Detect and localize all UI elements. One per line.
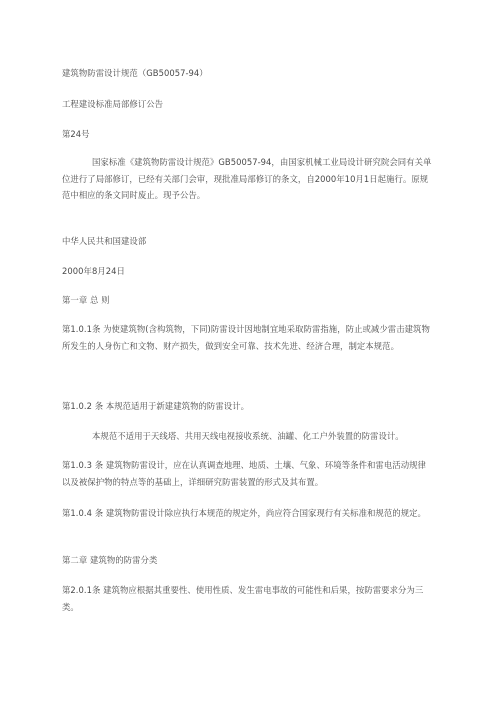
article-1-0-2: 第1.0.2 条 本规范适用于新建建筑物的防雷设计。 — [62, 401, 250, 411]
document-title: 建筑物防雷设计规范（GB50057-94） — [62, 68, 208, 78]
article-1-0-1: 第1.0.1条 为使建筑物(含构筑物，下同)防雷设计因地制宜地采取防雷指施，防止或减少雷击建筑物所发生的人身伤亡和文物、财产损失，做到安全可靠、技术先进、经济合理，制定本规范。 — [62, 324, 430, 351]
chapter-1-heading: 第一章 总 则 — [62, 295, 110, 305]
issuer-line: 工程建设标准局部修订公告 — [62, 99, 164, 109]
article-1-0-2-note: 本规范不适用于天线塔、共用天线电视接收系统、油罐、化工户外装置的防雷设计。 — [92, 431, 404, 441]
issuing-authority: 中华人民共和国建设部 — [62, 236, 147, 246]
article-1-0-3: 第1.0.3 条 建筑物防雷设计，应在认真调查地理、地质、土壤、气象、环境等条件和雷电活动规律以及被保护物的特点等的基础上，详细研究防雷装置的形式及其布置。 — [62, 460, 426, 487]
issue-date: 2000年8月24日 — [62, 266, 125, 276]
chapter-2-heading: 第二章 建筑物的防雷分类 — [62, 555, 158, 565]
article-2-0-1: 第2.0.1条 建筑物应根据其重要性、使用性质、发生雷电事故的可能性和后果，按防雷要求分为三类。 — [62, 585, 424, 612]
article-1-0-4: 第1.0.4 条 建筑物防雷设计除应执行本规范的规定外，尚应符合国家现行有关标准和规范的规定。 — [62, 508, 426, 518]
announcement-paragraph: 国家标准《建筑物防雷设计规范》GB50057-94，由国家机械工业局设计研究院会同有关单位进行了局部修订，已经有关部门会审，现批准局部修订的条文，自2000年10月1日起施行。原规范中相应的条文同时废止。现予公告。 — [62, 157, 432, 200]
announcement-number: 第24号 — [62, 129, 90, 139]
